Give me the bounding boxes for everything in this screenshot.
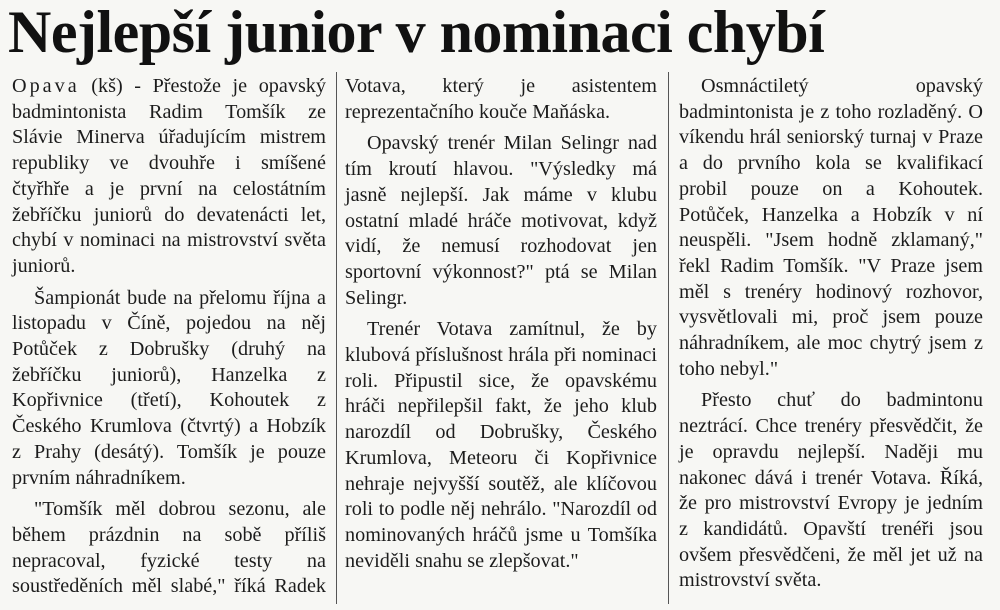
headline: Nejlepší junior v nominaci chybí [8, 0, 825, 65]
article-column-2 [345, 74, 657, 604]
article-column-3 [679, 74, 983, 604]
article-paragraph: Osmnáctiletý opavský badmintonista je z toho rozladěný. O víkendu hrál seniorský turnaj v Praze a do prvního kola se kvalifikací probil pouze on a Kohoutek. Potůček, Hanzelka a Hobzík v ní neuspěli. "Jsem hodně zklamaný," řekl Radim Tomšík. "V Praze jsem měl s trenéry hodinový rozhovor, vysvětlovali mi, proč jsem pouze náhradníkem, ale moc chytrý jsem z toho nebyl." [679, 75, 983, 380]
article-paragraph: Přesto chuť do badmintonu neztrácí. Chce trenéry přesvědčit, že je opravdu nejlepší. Naději mu nakonec dává i trenér Votava. Říká, že pro mistrovství Evropy je jedním z kandidátů. Opavští trenéři jsou ovšem přesvědčeni, že měl jet už na mistrovství světa. [679, 389, 983, 592]
article-column-1 [12, 74, 326, 604]
article-paragraph: "Tomšík měl dobrou sezonu, ale během prázdnin na sobě příliš nepracoval, fyzické testy na soustředěních měl slabé," říká Radek [12, 498, 326, 598]
column-divider [336, 72, 337, 604]
dateline-text: (kš) - Přestože je opavský badmintonista Radim Tomšík ze Slávie Minerva úřadujícím mistrem republiky ve dvouhře i smíšené čtyřhře a je první na celostátním žebříčku juniorů do devatenácti let, chybí v nominaci na mistrovství světa juniorů. [12, 75, 326, 277]
column-divider [668, 72, 669, 604]
article-paragraph: Opavský trenér Milan Selingr nad tím kroutí hlavou. "Výsledky má jasně nejlepší. Jak máme v klubu ostatní mladé hráče motivovat, když vidí, že nemusí rozhodovat jen sportovní výkonnost?" ptá se Milan Selingr. [345, 132, 657, 309]
article-paragraph: Trenér Votava zamítnul, že by klubová příslušnost hrála při nominaci roli. Připustil sice, že opavskému hráči nepřilepšil fakt, že jeho klub narozdíl od Dobrušky, Českého Krumlova, Meteoru či Kopřivnice nehraje nejvyšší soutěž, ale klíčovou roli to podle něj nehrálo. "Narozdíl od nominovaných hráčů jsme u Tomšíka neviděli snahu se zlepšovat." [345, 318, 657, 572]
dateline-city: Opava [12, 75, 80, 97]
article-paragraph [12, 74, 326, 280]
article-paragraph: Votava, který je asistentem reprezentačního kouče Maňáska. [345, 75, 657, 123]
article-paragraph: Šampionát bude na přelomu října a listopadu v Číně, pojedou na něj Potůček z Dobrušky (druhý na žebříčku juniorů), Hanzelka z Kopřivnice (třetí), Kohoutek z Českého Krumlova (čtvrtý) a Hobzík z Prahy (desátý). Tomšík je pouze prvním náhradníkem. [12, 286, 326, 489]
